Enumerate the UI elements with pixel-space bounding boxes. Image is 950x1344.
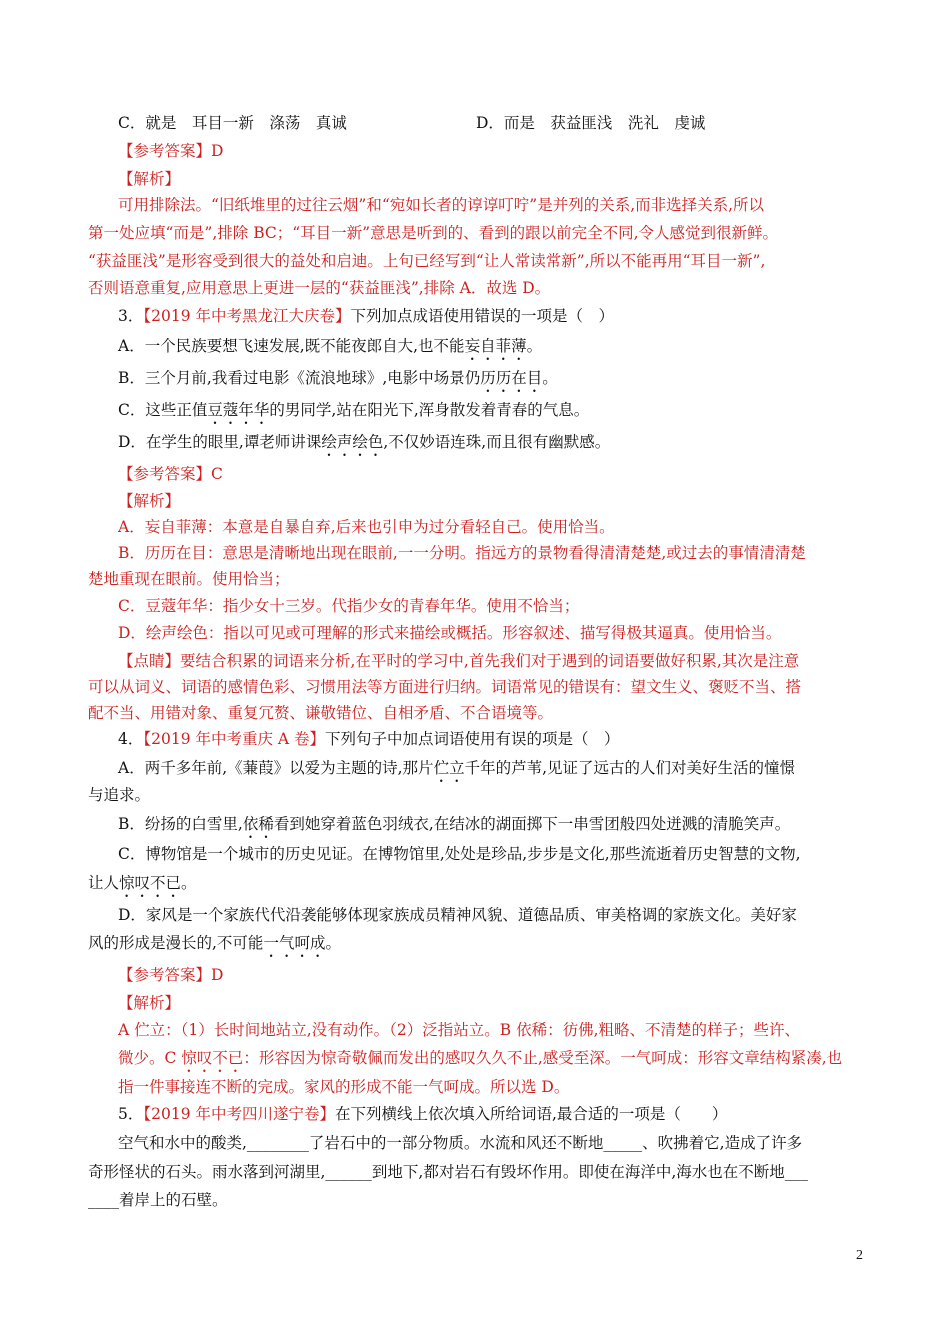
q3-tip-line: 配不当、用错对象、重复冗赘、谦敬错位、自相矛盾、不合语境等。 [88,704,554,722]
q5-stem [118,1103,866,1125]
q5-body-line: 奇形怪状的石头。雨水落到河湖里,______到地下,都对岩石有毁坏作用。即使在海洋中,海水也在不断地___ [88,1163,809,1181]
q2-analysis-label: 【解析】 [118,170,181,188]
q2-option-c: C．就是 耳目一新 涤荡 真诚 [118,114,347,132]
q3-analysis-line: C．豆蔻年华：指少女十三岁。代指少女的青春年华。使用不恰当； [118,597,580,615]
q5-source: 【2019 年中考四川遂宁卷】 [143,1105,335,1123]
q5-number: 5． [118,1105,144,1123]
q4-number: 4． [118,730,144,748]
q2-option-d: D．而是 获益匪浅 洗礼 虔诚 [476,114,706,132]
q4-analysis-line: 微少。C 惊叹不已：形容因为惊奇敬佩而发出的感叹久久不止,感受至深。一气呵成：形容文章结构紧凑,也 [118,1049,843,1067]
q4-option-d-cont: 风的形成是漫长的,不可能一气呵成。 [88,934,341,952]
q3-tip-line: 【点睛】要结合积累的词语来分析,在平时的学习中,首先我们对于遇到的词语要做好积累,其次是注意 [118,652,800,670]
q3-analysis-line: D．绘声绘色：指以可见或可理解的形式来描绘或概括。形容叙述、描写得极其逼真。使用恰当。 [118,624,782,642]
q5-body-line: 空气和水中的酸类,________了岩石中的一部分物质。水流和风还不断地_____、吹拂着它,造成了许多 [118,1134,803,1152]
q4-analysis-label: 【解析】 [118,994,181,1012]
q5-question: 在下列横线上依次填入所给词语,最合适的一项是（ ） [335,1105,728,1123]
q3-option-a: A．一个民族要想飞速发展,既不能夜郎自大,也不能妄自菲薄。 [118,337,543,355]
q4-option-c: C．博物馆是一个城市的历史见证。在博物馆里,处处是珍品,步步是文化,那些流逝着历史智慧的文物, [118,845,801,863]
dotted-word: 依稀 [242,815,274,833]
q3-stem [118,305,866,327]
dotted-word: 惊叹不已 [119,874,182,892]
dotted-idiom: 妄自菲薄 [464,337,527,355]
q3-tip-line: 可以从词义、词语的感情色彩、习惯用法等方面进行归纳。词语常见的错误有：望文生义、褒贬不当、搭 [88,678,802,696]
q3-analysis-line: B．历历在目：意思是清晰地出现在眼前,一一分明。指远方的景物看得清清楚楚,或过去的事情清清楚 [118,544,806,562]
q3-option-d: D．在学生的眼里,谭老师讲课绘声绘色,不仅妙语连珠,而且很有幽默感。 [118,433,611,451]
q2-answer: 【参考答案】D [118,142,224,160]
q3-source: 【2019 年中考黑龙江大庆卷】 [143,307,351,325]
q3-number: 3． [118,307,144,325]
q3-answer: 【参考答案】C [118,465,223,483]
q3-option-c: C．这些正值豆蔻年华的男同学,站在阳光下,浑身散发着青春的气息。 [118,401,590,419]
q3-analysis-label: 【解析】 [118,492,181,510]
dotted-word: 伫立 [433,759,465,777]
q2-analysis-line: 可用排除法。“旧纸堆里的过往云烟”和“宛如长者的谆谆叮咛”是并列的关系,而非选择关系,所以 [118,196,765,214]
q2-analysis-line: 否则语意重复,应用意思上更进一层的“获益匪浅”,排除 A．故选 D。 [88,279,551,297]
dotted-idiom: 历历在目 [480,369,543,387]
q4-answer: 【参考答案】D [118,966,224,984]
q4-option-a: A．两千多年前,《蒹葭》以爱为主题的诗,那片伫立千年的芦苇,见证了远古的人们对美好生活的憧憬 [118,759,796,777]
q3-question: 下列加点成语使用错误的一项是（ ） [350,307,615,325]
q2-analysis-line: 第一处应填“而是”,排除 BC；“耳目一新”意思是听到的、看到的跟以前完全不同,令人感觉到很新鲜。 [88,224,779,242]
q4-option-d: D．家风是一个家族代代沿袭能够体现家族成员精神风貌、道德品质、审美格调的家族文化。美好家 [118,906,797,924]
q4-option-c-cont: 让人惊叹不已。 [88,874,197,892]
dotted-idiom: 豆蔻年华 [207,401,270,419]
dotted-word: 惊叹不已 [181,1049,244,1067]
q4-analysis-line: A 伫立：（1）长时间地站立,没有动作。（2）泛指站立。B 依稀：彷佛,粗略、不清楚的样子；些许、 [118,1021,801,1039]
q4-source: 【2019 年中考重庆 A 卷】 [143,730,326,748]
dotted-word: 一气呵成 [263,934,326,952]
q4-question: 下列句子中加点词语使用有误的项是（ ） [325,730,620,748]
q5-body-line: ____着岸上的石壁。 [88,1191,228,1209]
q3-analysis-line: A．妄自菲薄：本意是自暴自弃,后来也引申为过分看轻自己。使用恰当。 [118,518,615,536]
page-number: 2 [856,1248,863,1263]
q3-analysis-line: 楚地重现在眼前。使用恰当； [88,570,290,588]
q3-option-b: B．三个月前,我看过电影《流浪地球》,电影中场景仍历历在目。 [118,369,558,387]
q4-option-b: B．纷扬的白雪里,依稀看到她穿着蓝色羽绒衣,在结冰的湖面掷下一串雪团般四处迸溅的清脆笑声。 [118,815,791,833]
q4-stem [118,728,866,750]
q4-analysis-line: 指一件事接连不断的完成。家风的形成不能一气呵成。所以选 D。 [118,1078,570,1096]
q2-analysis-line: “获益匪浅”是形容受到很大的益处和启迪。上句已经写到“让人常读常新”,所以不能再用“耳目一新”, [88,252,766,270]
q4-option-a-cont: 与追求。 [88,786,151,804]
dotted-idiom: 绘声绘色 [321,433,384,451]
